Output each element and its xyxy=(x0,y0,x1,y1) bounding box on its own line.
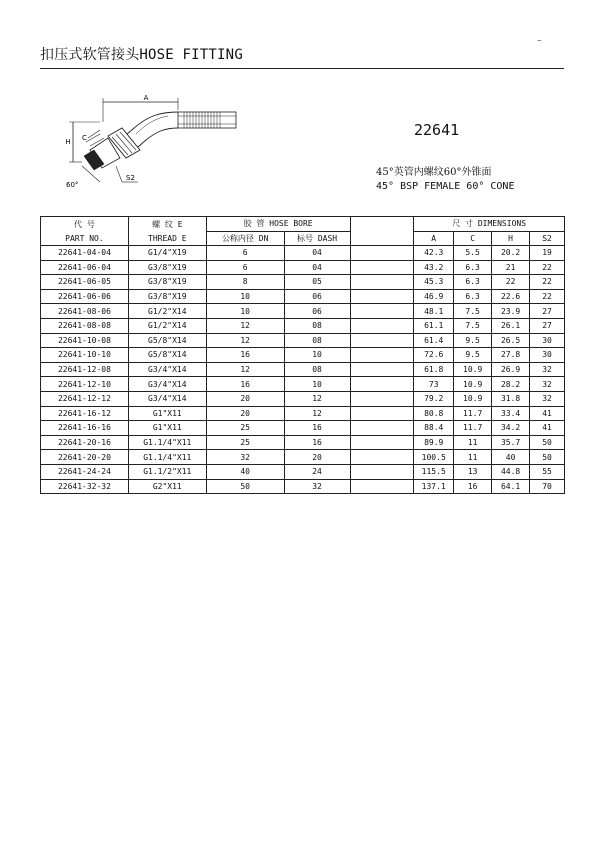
cell-dim-c: 7.5 xyxy=(454,304,492,319)
cell-dn: 16 xyxy=(206,377,284,392)
table-row xyxy=(41,333,565,348)
cell-thread: G5/8"X14 xyxy=(128,333,206,348)
cell-dn: 32 xyxy=(206,450,284,465)
cell-thread: G1.1/4"X11 xyxy=(128,450,206,465)
header-blank-2 xyxy=(350,231,414,246)
fitting-drawing xyxy=(60,92,250,192)
cell-blank xyxy=(350,348,414,363)
cell-dim-a: 48.1 xyxy=(414,304,454,319)
label-a: A xyxy=(143,94,149,102)
cell-dim-a: 61.8 xyxy=(414,362,454,377)
cell-dim-s2: 27 xyxy=(530,304,565,319)
cell-dim-c: 10.9 xyxy=(454,391,492,406)
cell-dim-c: 6.3 xyxy=(454,275,492,290)
table-row xyxy=(41,391,565,406)
cell-dim-a: 73 xyxy=(414,377,454,392)
cell-dim-c: 6.3 xyxy=(454,260,492,275)
cell-dim-h: 22.6 xyxy=(492,289,530,304)
cell-dim-c: 6.3 xyxy=(454,289,492,304)
cell-thread: G1"X11 xyxy=(128,421,206,436)
cell-dim-a: 45.3 xyxy=(414,275,454,290)
page-title: 扣压式软管接头HOSE FITTING xyxy=(40,47,243,63)
cell-blank xyxy=(350,435,414,450)
cell-dim-c: 5.5 xyxy=(454,246,492,261)
cell-dim-h: 26.5 xyxy=(492,333,530,348)
cell-dim-h: 35.7 xyxy=(492,435,530,450)
cell-dim-c: 10.9 xyxy=(454,362,492,377)
cell-dim-c: 10.9 xyxy=(454,377,492,392)
cell-dim-a: 42.3 xyxy=(414,246,454,261)
cell-part-no: 22641-12-12 xyxy=(41,391,129,406)
label-angle: 60° xyxy=(66,181,79,189)
cell-part-no: 22641-06-04 xyxy=(41,260,129,275)
cell-thread: G3/4"X14 xyxy=(128,362,206,377)
label-s2: S2 xyxy=(126,174,135,182)
cell-dim-a: 61.4 xyxy=(414,333,454,348)
cell-thread: G3/8"X19 xyxy=(128,275,206,290)
table-row xyxy=(41,260,565,275)
cell-dim-h: 20.2 xyxy=(492,246,530,261)
cell-dim-h: 64.1 xyxy=(492,479,530,494)
description-en: 45° BSP FEMALE 60° CONE xyxy=(376,181,515,192)
cell-dim-s2: 30 xyxy=(530,348,565,363)
cell-dim-a: 79.2 xyxy=(414,391,454,406)
cell-dim-h: 22 xyxy=(492,275,530,290)
table-row xyxy=(41,289,565,304)
cell-dash: 32 xyxy=(284,479,350,494)
table-row xyxy=(41,275,565,290)
cell-dn: 25 xyxy=(206,435,284,450)
cell-dn: 12 xyxy=(206,362,284,377)
cell-dash: 10 xyxy=(284,348,350,363)
cell-dash: 10 xyxy=(284,377,350,392)
cell-dash: 12 xyxy=(284,406,350,421)
cell-thread: G1.1/2"X11 xyxy=(128,464,206,479)
cell-dim-c: 11.7 xyxy=(454,421,492,436)
cell-dim-h: 21 xyxy=(492,260,530,275)
header-thread: THREAD E xyxy=(128,231,206,246)
cell-dim-s2: 30 xyxy=(530,333,565,348)
header-dimensions: 尺 寸 DIMENSIONS xyxy=(414,217,565,232)
cell-dim-a: 61.1 xyxy=(414,318,454,333)
cell-dash: 08 xyxy=(284,362,350,377)
cell-blank xyxy=(350,362,414,377)
cell-blank xyxy=(350,275,414,290)
cell-thread: G2"X11 xyxy=(128,479,206,494)
cell-dim-h: 28.2 xyxy=(492,377,530,392)
cell-dim-h: 26.1 xyxy=(492,318,530,333)
cell-dim-h: 44.8 xyxy=(492,464,530,479)
cell-part-no: 22641-06-05 xyxy=(41,275,129,290)
cell-dim-a: 46.9 xyxy=(414,289,454,304)
cell-dim-s2: 19 xyxy=(530,246,565,261)
cell-dim-s2: 27 xyxy=(530,318,565,333)
cell-dn: 6 xyxy=(206,246,284,261)
table-row xyxy=(41,464,565,479)
cell-thread: G1/2"X14 xyxy=(128,318,206,333)
cell-blank xyxy=(350,464,414,479)
cell-dim-s2: 50 xyxy=(530,435,565,450)
cell-part-no: 22641-24-24 xyxy=(41,464,129,479)
table-row xyxy=(41,450,565,465)
cell-thread: G1/4"X19 xyxy=(128,246,206,261)
cell-blank xyxy=(350,450,414,465)
cell-part-no: 22641-08-08 xyxy=(41,318,129,333)
cell-dim-h: 26.9 xyxy=(492,362,530,377)
cell-blank xyxy=(350,406,414,421)
cell-dim-a: 100.5 xyxy=(414,450,454,465)
cell-dim-c: 11 xyxy=(454,450,492,465)
spec-table xyxy=(40,216,565,494)
corner-mark: – xyxy=(537,36,542,46)
cell-thread: G3/4"X14 xyxy=(128,377,206,392)
cell-blank xyxy=(350,391,414,406)
cell-dim-a: 80.8 xyxy=(414,406,454,421)
cell-dim-c: 16 xyxy=(454,479,492,494)
cell-part-no: 22641-20-20 xyxy=(41,450,129,465)
header-a: A xyxy=(414,231,454,246)
cell-thread: G5/8"X14 xyxy=(128,348,206,363)
cell-dn: 25 xyxy=(206,421,284,436)
cell-part-no: 22641-04-04 xyxy=(41,246,129,261)
cell-dim-h: 40 xyxy=(492,450,530,465)
cell-dash: 08 xyxy=(284,333,350,348)
cell-blank xyxy=(350,377,414,392)
cell-dim-s2: 22 xyxy=(530,289,565,304)
cell-dn: 10 xyxy=(206,289,284,304)
cell-dim-a: 88.4 xyxy=(414,421,454,436)
cell-dim-s2: 41 xyxy=(530,421,565,436)
cell-part-no: 22641-16-16 xyxy=(41,421,129,436)
cell-blank xyxy=(350,289,414,304)
cell-dim-c: 9.5 xyxy=(454,333,492,348)
cell-blank xyxy=(350,318,414,333)
cell-dn: 20 xyxy=(206,406,284,421)
cell-thread: G3/8"X19 xyxy=(128,289,206,304)
cell-thread: G1/2"X14 xyxy=(128,304,206,319)
cell-dn: 12 xyxy=(206,318,284,333)
cell-dim-a: 89.9 xyxy=(414,435,454,450)
cell-thread: G3/4"X14 xyxy=(128,391,206,406)
cell-blank xyxy=(350,479,414,494)
cell-part-no: 22641-16-12 xyxy=(41,406,129,421)
cell-part-no: 22641-32-32 xyxy=(41,479,129,494)
cell-dim-s2: 32 xyxy=(530,362,565,377)
cell-dn: 6 xyxy=(206,260,284,275)
cell-dash: 16 xyxy=(284,421,350,436)
table-row xyxy=(41,421,565,436)
cell-dash: 20 xyxy=(284,450,350,465)
cell-dim-c: 7.5 xyxy=(454,318,492,333)
part-number: 22641 xyxy=(414,121,460,139)
header-part-no-cn: 代 号 xyxy=(41,217,129,232)
cell-part-no: 22641-10-10 xyxy=(41,348,129,363)
table-row xyxy=(41,348,565,363)
header-dn: 公称内径 DN xyxy=(206,231,284,246)
header-hose-bore: 胶 管 HOSE BORE xyxy=(206,217,350,232)
cell-dim-c: 13 xyxy=(454,464,492,479)
cell-dash: 04 xyxy=(284,246,350,261)
cell-part-no: 22641-08-06 xyxy=(41,304,129,319)
cell-dim-s2: 22 xyxy=(530,275,565,290)
header-dash: 标号 DASH xyxy=(284,231,350,246)
cell-dim-s2: 22 xyxy=(530,260,565,275)
table-row xyxy=(41,246,565,261)
table-row xyxy=(41,479,565,494)
cell-dim-a: 43.2 xyxy=(414,260,454,275)
cell-dash: 04 xyxy=(284,260,350,275)
cell-dim-s2: 55 xyxy=(530,464,565,479)
label-h: H xyxy=(65,138,71,146)
cell-part-no: 22641-06-06 xyxy=(41,289,129,304)
cell-part-no: 22641-12-08 xyxy=(41,362,129,377)
cell-dn: 10 xyxy=(206,304,284,319)
cell-dash: 06 xyxy=(284,289,350,304)
cell-dim-c: 11.7 xyxy=(454,406,492,421)
cell-part-no: 22641-10-08 xyxy=(41,333,129,348)
cell-dim-s2: 70 xyxy=(530,479,565,494)
table-row xyxy=(41,304,565,319)
cell-dn: 50 xyxy=(206,479,284,494)
cell-blank xyxy=(350,260,414,275)
cell-dim-c: 11 xyxy=(454,435,492,450)
cell-dim-h: 33.4 xyxy=(492,406,530,421)
cell-dim-a: 115.5 xyxy=(414,464,454,479)
cell-dim-a: 72.6 xyxy=(414,348,454,363)
cell-dim-h: 27.8 xyxy=(492,348,530,363)
table-row xyxy=(41,406,565,421)
cell-dash: 05 xyxy=(284,275,350,290)
cell-dim-s2: 32 xyxy=(530,377,565,392)
cell-dim-s2: 50 xyxy=(530,450,565,465)
header-s2: S2 xyxy=(530,231,565,246)
table-row xyxy=(41,377,565,392)
cell-dn: 12 xyxy=(206,333,284,348)
cell-dn: 20 xyxy=(206,391,284,406)
cell-dim-h: 34.2 xyxy=(492,421,530,436)
cell-dash: 16 xyxy=(284,435,350,450)
cell-thread: G1"X11 xyxy=(128,406,206,421)
cell-dash: 12 xyxy=(284,391,350,406)
cell-part-no: 22641-12-10 xyxy=(41,377,129,392)
cell-thread: G1.1/4"X11 xyxy=(128,435,206,450)
table-row xyxy=(41,362,565,377)
table-row xyxy=(41,435,565,450)
cell-dim-s2: 32 xyxy=(530,391,565,406)
cell-blank xyxy=(350,421,414,436)
cell-part-no: 22641-20-16 xyxy=(41,435,129,450)
cell-dash: 08 xyxy=(284,318,350,333)
header-thread-cn: 螺 纹 E xyxy=(128,217,206,232)
description-cn: 45°英管内螺纹60°外锥面 xyxy=(376,167,492,178)
cell-blank xyxy=(350,304,414,319)
cell-blank xyxy=(350,246,414,261)
cell-blank xyxy=(350,333,414,348)
cell-dn: 40 xyxy=(206,464,284,479)
cell-dn: 8 xyxy=(206,275,284,290)
cell-dn: 16 xyxy=(206,348,284,363)
cell-dim-s2: 41 xyxy=(530,406,565,421)
header-h: H xyxy=(492,231,530,246)
label-c: C xyxy=(82,134,87,142)
cell-dim-h: 23.9 xyxy=(492,304,530,319)
cell-dim-h: 31.8 xyxy=(492,391,530,406)
cell-dash: 24 xyxy=(284,464,350,479)
cell-dash: 06 xyxy=(284,304,350,319)
cell-dim-a: 137.1 xyxy=(414,479,454,494)
table-row xyxy=(41,318,565,333)
header-part-no: PART NO. xyxy=(41,231,129,246)
header-c: C xyxy=(454,231,492,246)
header-blank xyxy=(350,217,414,232)
cell-thread: G3/8"X19 xyxy=(128,260,206,275)
header-rule xyxy=(40,68,564,69)
cell-dim-c: 9.5 xyxy=(454,348,492,363)
